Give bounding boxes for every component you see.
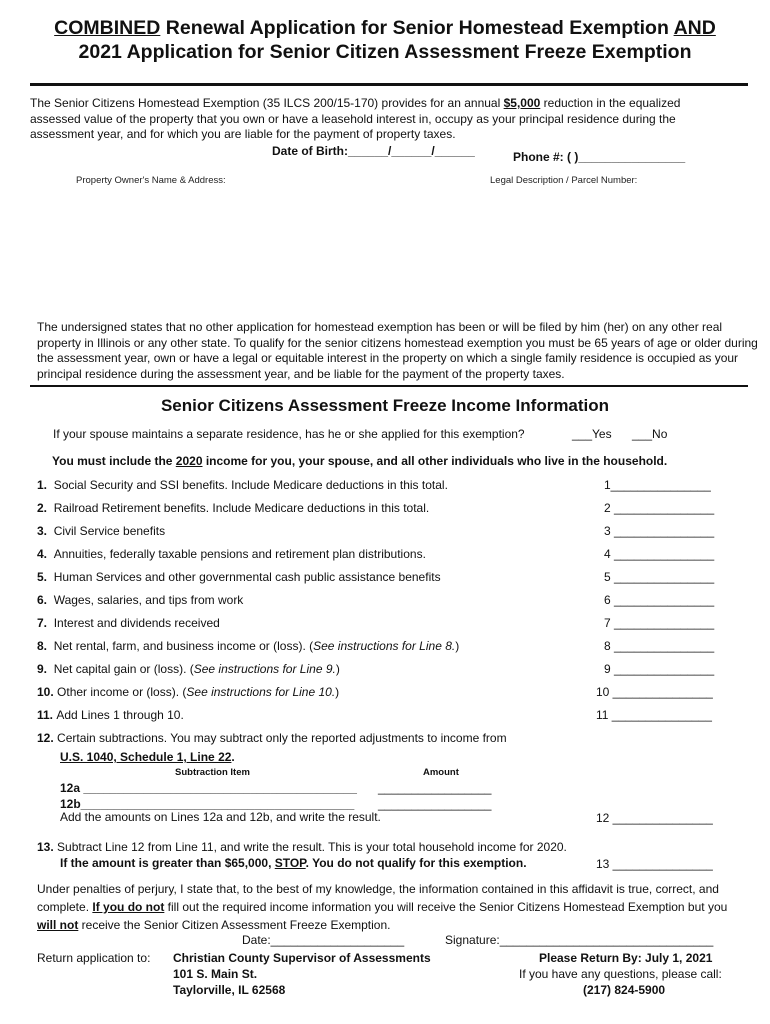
spouse-yes-option[interactable]: ___Yes: [572, 427, 612, 441]
line-4-number: 4.: [37, 547, 48, 561]
line-11-amount[interactable]: 11 _______________: [596, 708, 712, 722]
line-7-amount[interactable]: 7 _______________: [604, 616, 715, 630]
homestead-statement: The undersigned states that no other application for homestead exemption has been or will be filed by him (her) on any other real property in Illinois or any other state. To qualify for the senior citizens homestead exemption you must be 65 years of age or older during the assessment year, own or have a legal or equitable interest in the property on which a single family residence is occupied as your principal residence during the assessment year, and be liable for the payment of the property taxes.: [37, 320, 758, 381]
line-6-number: 6.: [37, 593, 48, 607]
line-7-number: 7.: [37, 616, 48, 630]
line-8-number: 8.: [37, 639, 48, 653]
line-12-text: Certain subtractions. You may subtract only the reported adjustments to income from: [57, 731, 507, 745]
phone-field[interactable]: Phone #: ( )________________: [513, 150, 686, 164]
line-13: [37, 840, 567, 854]
line-12b-amount[interactable]: _________________: [378, 797, 492, 811]
dob-field[interactable]: Date of Birth:______/______/______: [272, 144, 475, 158]
line-5-amount[interactable]: 5 _______________: [604, 570, 715, 584]
form-title-line-1: [0, 16, 770, 40]
title-combined: COMBINED: [54, 17, 161, 39]
line-13-stop: STOP: [274, 856, 306, 870]
line-2-text: Railroad Retirement benefits. Include Medicare deductions in this total.: [53, 501, 430, 515]
intro-amount: $5,000: [503, 96, 541, 110]
line-12-add-text: Add the amounts on Lines 12a and 12b, and write the result.: [60, 810, 381, 824]
income-year: 2020: [175, 454, 203, 468]
intro-paragraph: [30, 96, 730, 143]
owner-name-address-label: Property Owner's Name & Address:: [76, 175, 226, 186]
line-8-instructions: See instructions for Line 8.: [313, 639, 456, 653]
title-divider: [30, 83, 748, 86]
line-13-warning: [60, 856, 527, 870]
penalty-p2: fill out the required income information you will receive the Senior Citizens Homestead Exemption but you: [164, 900, 728, 914]
line-2: [37, 501, 429, 515]
section-divider: [30, 385, 748, 387]
line-9-number: 9.: [37, 662, 48, 676]
line-9-text: Net capital gain or (loss). (: [53, 662, 194, 676]
owner-name-address-field[interactable]: [30, 190, 450, 315]
line-9: [37, 662, 340, 676]
line-13-number: 13.: [37, 840, 54, 854]
line-11: [37, 708, 184, 722]
return-address-line-3: Taylorville, IL 62568: [173, 983, 286, 997]
line-3-number: 3.: [37, 524, 48, 538]
line-13-warn-pre: If the amount is greater than $65,000,: [60, 856, 275, 870]
title-and: AND: [673, 17, 716, 39]
spouse-no-option[interactable]: ___No: [632, 427, 668, 441]
form-title-line-2: 2021 Application for Senior Citizen Assessment Freeze Exemption: [78, 41, 692, 63]
line-12-number: 12.: [37, 731, 54, 745]
line-11-text: Add Lines 1 through 10.: [56, 708, 184, 722]
line-10-number: 10.: [37, 685, 54, 699]
line-10-instructions: See instructions for Line 10.: [186, 685, 336, 699]
line-9-amount[interactable]: 9 _______________: [604, 662, 715, 676]
line-6-amount[interactable]: 6 _______________: [604, 593, 715, 607]
contact-phone: (217) 824-5900: [583, 983, 666, 997]
amount-header: Amount: [423, 767, 459, 778]
line-7: [37, 616, 220, 630]
line-13-warn-post: . You do not qualify for this exemption.: [305, 856, 527, 870]
line-4-amount[interactable]: 4 _______________: [604, 547, 715, 561]
line-9-instructions: See instructions for Line 9.: [193, 662, 336, 676]
line-12-reference: [60, 750, 235, 764]
line-7-text: Interest and dividends received: [53, 616, 220, 630]
line-1-amount[interactable]: 1_______________: [604, 478, 711, 492]
line-2-number: 2.: [37, 501, 48, 515]
penalty-p1: Under penalties of perjury, I state that, to the best of my knowledge, the information contained in this affidavit is true, correct, and complete.: [37, 882, 719, 914]
intro-pre: The Senior Citizens Homestead Exemption (35 ILCS 200/15-170) provides for an annual: [30, 96, 504, 110]
line-5-number: 5.: [37, 570, 48, 584]
line-3: [37, 524, 165, 538]
line-6-text: Wages, salaries, and tips from work: [53, 593, 244, 607]
signature-field[interactable]: Signature:________________________________: [445, 933, 714, 947]
line-10-text: Other income or (loss). (: [57, 685, 187, 699]
line-5-text: Human Services and other governmental cash public assistance benefits: [53, 570, 441, 584]
date-field[interactable]: Date:____________________: [242, 933, 405, 947]
line-8-close: ): [455, 639, 460, 653]
questions-text: If you have any questions, please call:: [519, 967, 722, 981]
line-12a-field[interactable]: 12a _________________________________________: [60, 781, 357, 795]
line-11-number: 11.: [37, 708, 54, 722]
line-8: [37, 639, 459, 653]
line-1-number: 1.: [37, 478, 48, 492]
return-address-line-1: Christian County Supervisor of Assessments: [173, 951, 431, 965]
line-12b-field[interactable]: 12b_________________________________________: [60, 797, 355, 811]
line-10-close: ): [335, 685, 340, 699]
penalty-p3: receive the Senior Citizen Assessment Freeze Exemption.: [78, 918, 391, 932]
line-12: [37, 731, 507, 745]
line-13-text: Subtract Line 12 from Line 11, and write the result. This is your total household income for 2020.: [57, 840, 567, 854]
line-12a-amount[interactable]: _________________: [378, 781, 492, 795]
line-9-close: ): [335, 662, 340, 676]
line-8-text: Net rental, farm, and business income or (loss). (: [53, 639, 314, 653]
line-1: [37, 478, 448, 492]
subtraction-item-header: Subtraction Item: [175, 767, 250, 778]
line-5: [37, 570, 441, 584]
line-3-text: Civil Service benefits: [53, 524, 166, 538]
line-13-amount[interactable]: 13 _______________: [596, 857, 713, 871]
income-instruction-pre: You must include the: [52, 454, 176, 468]
section-title: Senior Citizens Assessment Freeze Income Information: [160, 396, 610, 415]
return-address-line-2: 101 S. Main St.: [173, 967, 258, 981]
line-4: [37, 547, 426, 561]
legal-description-field[interactable]: [470, 190, 750, 315]
line-1-text: Social Security and SSI benefits. Include Medicare deductions in this total.: [53, 478, 448, 492]
penalty-will-not: will not: [37, 918, 79, 932]
penalty-if-you-do-not: If you do not: [92, 900, 165, 914]
income-instruction: [52, 454, 667, 468]
line-6: [37, 593, 243, 607]
spouse-question: If your spouse maintains a separate residence, has he or she applied for this exemption?: [53, 427, 525, 441]
line-10-amount[interactable]: 10 _______________: [596, 685, 713, 699]
title-mid: Renewal Application for Senior Homestead Exemption: [160, 17, 674, 39]
return-by-date: Please Return By: July 1, 2021: [539, 951, 713, 965]
line-8-amount[interactable]: 8 _______________: [604, 639, 715, 653]
line-2-amount[interactable]: 2 _______________: [604, 501, 715, 515]
penalty-statement: [37, 880, 749, 934]
line-12-amount[interactable]: 12 _______________: [596, 811, 713, 825]
intro-post: reduction in the equalized assessed value of the property that you own or have a leasehold interest in, occupy as your principal residence during the assessment year, and for which you are liable for the payment of property taxes.: [30, 96, 681, 141]
return-label: Return application to:: [37, 951, 151, 965]
line-10: [37, 685, 339, 699]
line-3-amount[interactable]: 3 _______________: [604, 524, 715, 538]
income-instruction-post: income for you, your spouse, and all other individuals who live in the household.: [202, 454, 668, 468]
line-4-text: Annuities, federally taxable pensions and retirement plan distributions.: [53, 547, 426, 561]
line-12-ref-end: .: [231, 750, 235, 764]
line-12-ref: U.S. 1040, Schedule 1, Line 22: [60, 750, 232, 764]
legal-description-label: Legal Description / Parcel Number:: [490, 175, 638, 186]
